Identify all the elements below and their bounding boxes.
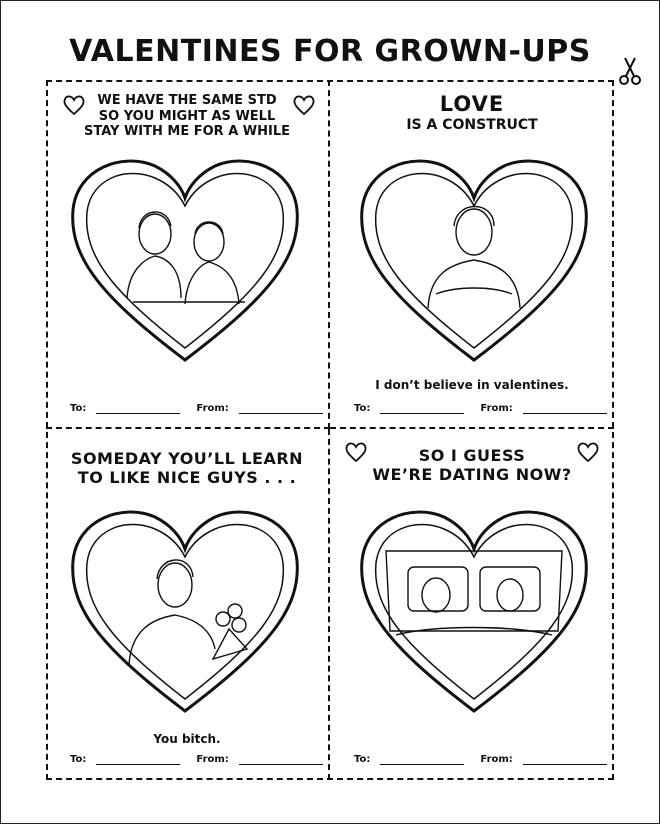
man-arms-crossed-illustration xyxy=(428,207,520,309)
card-caption: You bitch. xyxy=(153,732,221,746)
to-label: To: xyxy=(70,754,87,765)
to-from-fields xyxy=(354,402,607,414)
heading-line: IS A CONSTRUCT xyxy=(406,117,538,134)
heading-line: WE’RE DATING NOW? xyxy=(372,465,572,485)
heading-line: WE HAVE THE SAME STD xyxy=(97,93,277,108)
from-blank-line[interactable] xyxy=(239,753,323,765)
to-from-fields xyxy=(70,753,323,765)
to-label: To: xyxy=(354,403,371,414)
ornate-heart-frame xyxy=(352,499,596,721)
to-label: To: xyxy=(70,403,87,414)
heading-line: SO YOU MIGHT AS WELL xyxy=(98,108,276,124)
to-from-fields xyxy=(70,402,323,414)
valentine-sheet xyxy=(46,80,614,780)
scissors-icon xyxy=(617,56,643,86)
from-blank-line[interactable] xyxy=(523,753,607,765)
from-label: From: xyxy=(480,403,513,414)
man-with-flowers-illustration xyxy=(129,560,247,665)
heading-line: TO LIKE NICE GUYS . . . xyxy=(77,468,297,488)
valentine-card-nice-guys xyxy=(46,429,330,780)
ornate-heart-frame xyxy=(63,499,307,721)
valentine-card-std xyxy=(46,80,330,429)
from-blank-line[interactable] xyxy=(239,402,323,414)
heading-line: LOVE xyxy=(439,92,505,116)
to-from-fields xyxy=(354,753,607,765)
to-blank-line[interactable] xyxy=(96,753,180,765)
ornate-heart-frame xyxy=(352,148,596,370)
from-label: From: xyxy=(196,754,229,765)
from-label: From: xyxy=(480,754,513,765)
heading-line: STAY WITH ME FOR A WHILE xyxy=(83,124,291,140)
page-title: VALENTINES FOR GROWN-UPS xyxy=(69,34,591,69)
card-heading xyxy=(46,449,328,487)
card-heading xyxy=(330,446,614,484)
to-blank-line[interactable] xyxy=(380,753,464,765)
heading-line: SOMEDAY YOU’LL LEARN xyxy=(70,449,304,468)
couple-at-table-illustration xyxy=(127,212,245,304)
couple-in-bed-illustration xyxy=(386,551,562,635)
valentine-card-dating xyxy=(330,429,614,780)
card-caption: I don’t believe in valentines. xyxy=(375,378,569,392)
from-label: From: xyxy=(196,403,229,414)
to-blank-line[interactable] xyxy=(96,402,180,414)
to-label: To: xyxy=(354,754,371,765)
ornate-heart-frame xyxy=(63,148,307,370)
valentine-card-love xyxy=(330,80,614,429)
card-heading xyxy=(46,93,328,140)
card-heading xyxy=(330,92,614,134)
from-blank-line[interactable] xyxy=(523,402,607,414)
to-blank-line[interactable] xyxy=(380,402,464,414)
heading-line: SO I GUESS xyxy=(418,446,526,465)
